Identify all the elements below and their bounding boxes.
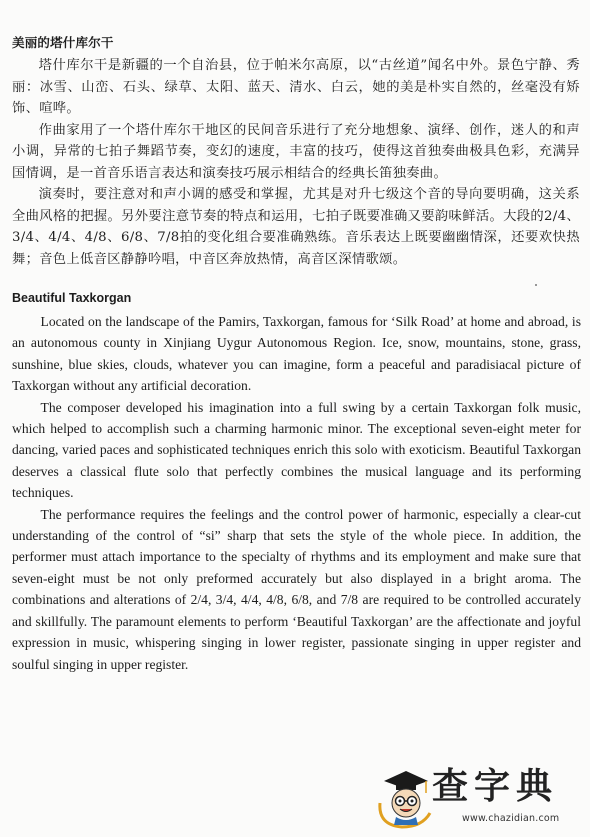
watermark-brand: 查字典 — [432, 766, 559, 807]
chazidian-watermark — [376, 763, 586, 833]
chinese-paragraph-1: 塔什库尔干是新疆的一个自治县，位于帕米尔高原，以“古丝道”闻名中外。景色宁静、秀丽：冰雪、山峦、石头、绿草、太阳、蓝天、清水、白云，她的美是朴实自然的，丝毫没有矫饰、喧哗。 — [12, 58, 580, 116]
scholar-mascot-icon — [376, 765, 436, 831]
english-paragraph-2: The composer developed his imagination into a full swing by a certain Taxkorgan folk music, which helped to accomplish such a charming harmonic minor. The exceptional seven-eight meter for dancing, varied paces and sophisticated techniques enrich this solo with exoticism. Beautiful Taxkorgan deserves a classical flute solo that perfectly combines the musical language and its performing techniques. — [12, 399, 581, 501]
chinese-paragraph-2: 作曲家用了一个塔什库尔干地区的民间音乐进行了充分地想象、演绎、创作，迷人的和声小调，异常的七拍子舞蹈节奏，变幻的速度，丰富的技巧，使得这首独奏曲极具色彩，充满异国情调，是一首音乐语言表达和演奏技巧展示相结合的经典长笛独奏曲。 — [12, 122, 580, 181]
scan-speck — [535, 284, 537, 286]
english-paragraph-3: The performance requires the feelings and the control power of harmonic, especially a clear-cut understanding of the control of “si” sharp that sets the style of the whole piece. In addition, the performer must attach importance to the specialty of rhythms and its employment and make sure that seven-eight must be not only preformed accurately but also displayed in a bright aroma. The combinations and alterations of 2/4, 3/4, 4/4, 4/8, 6/8, and 7/8 are required to be controlled accurately and skillfully. The paramount elements to perform ‘Beautiful Taxkorgan’ are the affectionate and joyful expression in music, whispering singing in lower register, passionate singing in upper register and soulful singing in upper register. — [12, 506, 581, 672]
english-paragraph-1: Located on the landscape of the Pamirs, Taxkorgan, famous for ‘Silk Road’ at home and abroad, is an autonomous county in Xinjiang Uygur Autonomous Region. Ice, snow, mountains, stone, grass, sunshine, blue skies, clouds, whatever you can imagine, form a peaceful and paradisiacal picture of Taxkorgan without any artificial decoration. — [12, 314, 581, 394]
chinese-section — [12, 34, 580, 270]
chinese-paragraph-3: 演奏时，要注意对和声小调的感受和掌握，尤其是对升七级这个音的导向要明确，这关系全曲风格的把握。另外要注意节奏的特点和运用，七拍子既要准确又要韵味鲜活。大段的2/4、3/4、4/4、4/8、6/8、7/8拍的变化组合要准确熟练。音乐表达上既要幽幽情深，还要欢快热舞；音色上低音区静静吟唱，中音区奔放热情，高音区深情歌颂。 — [12, 187, 580, 267]
chinese-title: 美丽的塔什库尔干 — [12, 35, 114, 50]
watermark-url: www.chazidian.com — [462, 813, 560, 824]
english-section — [12, 290, 581, 675]
english-title: Beautiful Taxkorgan — [12, 291, 132, 305]
